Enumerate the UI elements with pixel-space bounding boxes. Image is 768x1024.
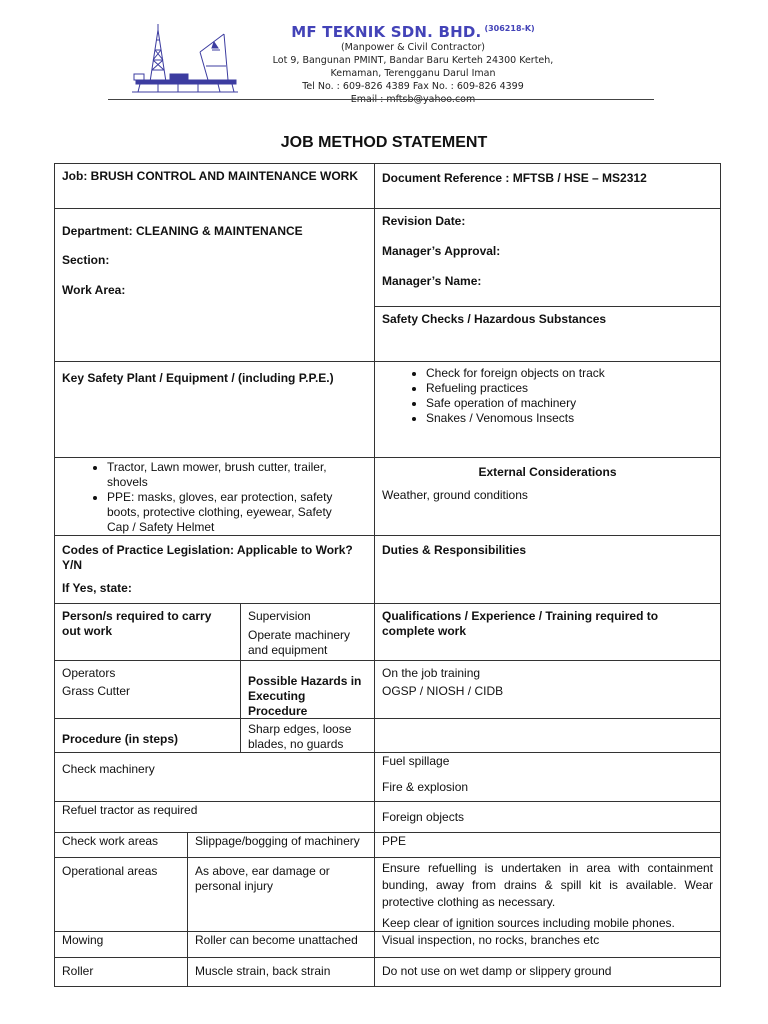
document-title: JOB METHOD STATEMENT	[280, 134, 488, 151]
company-name: MF TEKNIK SDN. BHD.	[291, 23, 482, 41]
list-item: • Snakes / Venomous Insects	[426, 411, 713, 426]
foreign-objects-text: Foreign objects	[382, 810, 465, 824]
section-label: Section:	[62, 253, 110, 267]
revision-date-label: Revision Date:	[382, 214, 466, 228]
list-item: • Check for foreign objects on track	[426, 366, 713, 381]
mowing-cell	[54, 931, 188, 958]
no-wet-text: Do not use on wet damp or slippery ground	[382, 964, 612, 978]
safety-checks-heading: Safety Checks / Hazardous Substances	[382, 312, 607, 326]
roller-unattached-cell	[187, 931, 375, 958]
key-safety-cell	[54, 361, 375, 458]
muscle-strain-cell	[187, 957, 375, 987]
department-label: Department: CLEANING & MAINTENANCE	[62, 224, 303, 238]
operators-cell	[54, 660, 241, 719]
list-item: • Safe operation of machinery	[426, 396, 713, 411]
supervision-cell	[240, 603, 375, 661]
procedure-heading: Procedure (in steps)	[62, 732, 179, 746]
external-heading: External Considerations	[478, 465, 617, 479]
hazards-heading-cell	[240, 660, 375, 719]
persons-cell	[54, 603, 241, 661]
external-cell	[374, 457, 721, 536]
department-cell	[54, 208, 375, 362]
supervision-text: Supervision	[248, 609, 311, 623]
mowing-text: Mowing	[62, 933, 104, 947]
ppe-cell	[374, 832, 721, 858]
procedure-heading-cell	[54, 718, 241, 753]
training-cell	[374, 660, 721, 719]
external-text: Weather, ground conditions	[382, 488, 528, 502]
fuel-fire-cell	[374, 752, 721, 802]
fuel-spillage-text: Fuel spillage	[382, 754, 450, 768]
job-cell	[54, 163, 375, 209]
company-address-1: Lot 9, Bangunan PMINT, Bandar Baru Kerteh 24300 Kerteh,	[272, 55, 554, 66]
sharp-edges-text: Sharp edges, loose blades, no guards	[248, 722, 352, 751]
slippage-cell	[187, 832, 375, 858]
check-machinery-cell	[54, 752, 375, 802]
check-work-areas-text: Check work areas	[62, 834, 159, 848]
company-phone-fax: Tel No. : 609-826 4389 Fax No. : 609-826 4399	[302, 81, 524, 92]
doc-ref-label: Document Reference : MFTSB / HSE – MS2312	[382, 171, 647, 185]
hazards-heading: Possible Hazards in Executing Procedure	[248, 674, 362, 718]
slippage-text: Slippage/bogging of machinery	[195, 834, 360, 848]
company-registration: (306218-K)	[484, 23, 535, 33]
manager-name-label: Manager’s Name:	[382, 274, 482, 288]
work-area-label: Work Area:	[62, 283, 126, 297]
as-above-cell	[187, 857, 375, 932]
refuel-cell	[54, 801, 375, 833]
check-machinery-text: Check machinery	[62, 762, 155, 776]
fire-explosion-text: Fire & explosion	[382, 780, 469, 794]
roller-cell	[54, 957, 188, 987]
refuel-text: Refuel tractor as required	[62, 803, 198, 817]
safety-checks-heading-cell	[374, 306, 721, 362]
duties-heading: Duties & Responsibilities	[382, 543, 527, 557]
letterhead-divider	[108, 99, 654, 100]
operational-areas-text: Operational areas	[62, 864, 158, 878]
qualifications-cell	[374, 603, 721, 661]
list-item: • PPE: masks, gloves, ear protection, safety boots, protective clothing, eyewear, Safety Cap / Safety Helmet	[107, 490, 353, 535]
doc-ref-cell	[374, 163, 721, 209]
equipment-cell	[54, 457, 375, 536]
operate-machinery-text: Operate machinery and equipment	[248, 628, 351, 657]
equipment-list	[62, 460, 367, 535]
grass-cutter-text: Grass Cutter	[62, 684, 131, 698]
foreign-objects-cell	[374, 801, 721, 833]
key-safety-heading: Key Safety Plant / Equipment / (including P.P.E.)	[62, 371, 334, 385]
ppe-text: PPE	[382, 834, 407, 848]
sharp-edges-cell	[240, 718, 375, 753]
check-work-areas-cell	[54, 832, 188, 858]
job-label: Job: BRUSH CONTROL AND MAINTENANCE WORK	[62, 169, 358, 183]
codes-heading: Codes of Practice Legislation: Applicable to Work? Y/N	[62, 543, 353, 572]
manager-approval-label: Manager’s Approval:	[382, 244, 501, 258]
list-item: • Tractor, Lawn mower, brush cutter, trailer, shovels	[107, 460, 353, 490]
certs-text: OGSP / NIOSH / CIDB	[382, 684, 504, 698]
list-item: • Refueling practices	[426, 381, 713, 396]
company-email: Email : mftsb@yahoo.com	[350, 94, 476, 105]
visual-inspection-cell	[374, 931, 721, 958]
letterhead-text	[258, 22, 568, 106]
empty-cell	[374, 718, 721, 753]
muscle-strain-text: Muscle strain, back strain	[195, 964, 331, 978]
if-yes-label: If Yes, state:	[62, 581, 132, 595]
no-wet-cell	[374, 957, 721, 987]
keep-clear-text: Keep clear of ignition sources including mobile phones.	[382, 916, 675, 930]
company-logo	[128, 22, 238, 94]
safety-checks-cell	[374, 361, 721, 458]
operators-text: Operators	[62, 666, 116, 680]
ensure-refuelling-cell	[374, 857, 721, 932]
company-address-2: Kemaman, Terengganu Darul Iman	[330, 68, 496, 79]
visual-inspection-text: Visual inspection, no rocks, branches etc	[382, 933, 600, 947]
safety-checks-list	[382, 366, 713, 426]
duties-cell	[374, 535, 721, 604]
company-tagline: (Manpower & Civil Contractor)	[340, 42, 486, 53]
operational-areas-cell	[54, 857, 188, 932]
roller-text: Roller	[62, 964, 94, 978]
roller-unattached-text: Roller can become unattached	[195, 933, 358, 947]
ensure-refuelling-text: Ensure refuelling is undertaken in area with containment bunding, away from drains & spill kit is available. Wear protective clothing as necessary.	[382, 861, 713, 909]
qualifications-heading: Qualifications / Experience / Training required to complete work	[382, 609, 659, 638]
as-above-text: As above, ear damage or personal injury	[195, 864, 330, 893]
persons-heading: Person/s required to carry out work	[62, 609, 212, 638]
codes-cell	[54, 535, 375, 604]
on-job-training-text: On the job training	[382, 666, 481, 680]
revision-cell	[374, 208, 721, 307]
